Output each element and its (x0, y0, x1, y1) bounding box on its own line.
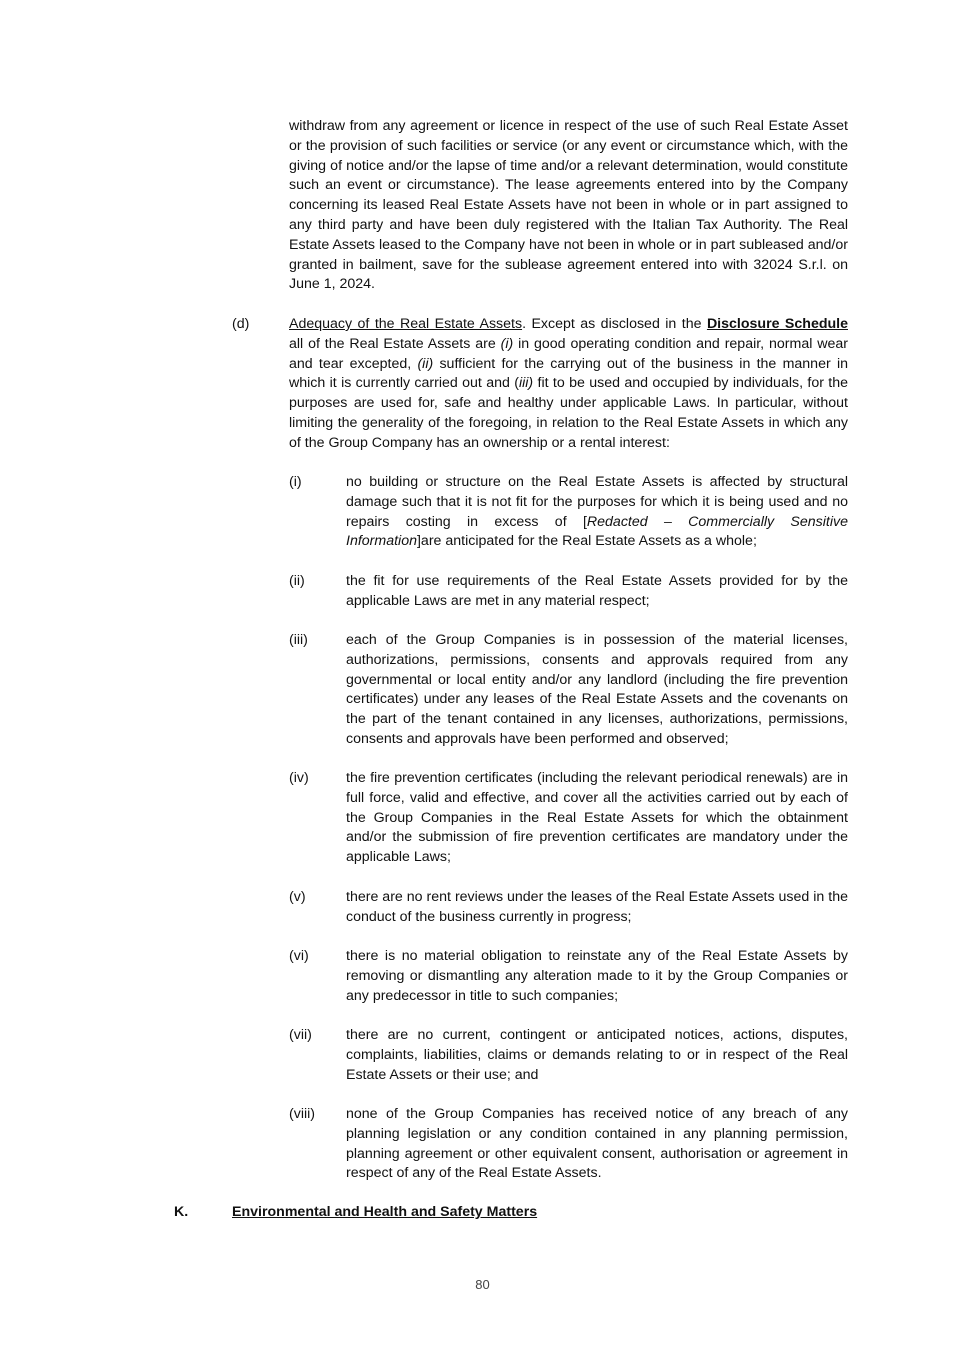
page-number: 80 (475, 1277, 490, 1292)
continuation-paragraph: withdraw from any agreement or licence in respect of the use of such Real Estate Asset or the provision of such facilities or service (or any event or circumstance which, with the giving of notice and/or the lapse of time and/or a relevant determination, would constitute such an event or circumstance). The lease agreements entered into by the Company concerning its leased Real Estate Assets have not been in whole or in part assigned to any third party and have been duly registered with the Italian Tax Authority. The Real Estate Assets leased to the Company have not been in whole or in part subleased and/or granted in bailment, save for the sublease agreement entered into with 32024 S.r.l. on June 1, 2024. (289, 118, 848, 293)
clause-d-text: in good operating condition and repair, normal wear and tear excepted, (289, 335, 848, 372)
item-text: none of the Group Companies has received notice of any breach of any planning legislation or any condition contained in any planning permission, planning agreement or other equivalent consent, authorisation or agreement in respect of any of the Real Estate Assets. (346, 1106, 848, 1182)
item-text (346, 473, 848, 552)
item-number: (ii) (289, 573, 305, 589)
item-number: (iii) (289, 632, 308, 648)
clause-d-marker: iii) (518, 375, 534, 392)
clause-d-paragraph (289, 315, 848, 454)
item-text: each of the Group Companies is in possession of the material licenses, authorizations, permissions, consents and approvals required from any governmental or local entity and/or any landlord (including the fire prevention certificates) under any leases of the Real Estate Assets and the covenants on the part of the tenant contained in any licenses, authorizations, permissions, consents and approvals have been performed and observed; (346, 632, 848, 747)
item-number: (vi) (289, 948, 309, 964)
section-letter: K. (174, 1204, 189, 1220)
item-text: the fit for use requirements of the Real Estate Assets provided for by the applicable Laws are met in any material respect; (346, 573, 848, 609)
item-number: (v) (289, 889, 306, 905)
clause-d-text: fit to be used and occupied by individuals, for the purposes are used for, safe and healthy under applicable Laws. In particular, without limiting the generality of the foregoing, in relation to the Real Estate Assets in which any of the Group Company has an ownership or a rental interest: (289, 375, 849, 451)
item-number: (viii) (289, 1106, 315, 1122)
item-number: (iv) (289, 770, 309, 786)
section-title: Environmental and Health and Safety Matters (232, 1204, 538, 1220)
clause-number-d: (d) (232, 316, 250, 332)
item-text-part: no building or structure on the Real Estate Assets is affected by structural damage such that it is not fit for the purposes for which it is being used and no repairs costing in excess of [ (346, 474, 848, 530)
clause-d-text: . Except as disclosed in the (522, 316, 707, 332)
item-text: there is no material obligation to reinstate any of the Real Estate Assets by removing or dismantling any alteration made to it by the Group Companies or any predecessor in title to such companies; (346, 948, 848, 1004)
item-number: (i) (289, 474, 302, 490)
clause-d-marker: (ii) (417, 355, 434, 372)
item-text: the fire prevention certificates (including the relevant periodical renewals) are in full force, valid and effective, and cover all the activities carried out by each of the Group Companies in the Real Estate Assets for which the obtainment and/or the submission of fire prevention certificates are mandatory under the applicable Laws; (346, 770, 848, 866)
item-text: there are no current, contingent or anticipated notices, actions, disputes, complaints, liabilities, claims or demands relating to or in respect of the Real Estate Assets or their use; and (346, 1027, 848, 1083)
item-text: there are no rent reviews under the leases of the Real Estate Assets used in the conduct of the business currently in progress; (346, 889, 848, 925)
clause-d-text: all of the Real Estate Assets are (289, 335, 501, 352)
clause-d-text: sufficient for the carrying out of the business in the manner in which it is currently carried out and ( (289, 355, 848, 392)
clause-d-heading: Adequacy of the Real Estate Assets (289, 316, 523, 332)
item-number: (vii) (289, 1027, 312, 1043)
disclosure-schedule-ref: Disclosure Schedule (706, 316, 848, 332)
item-text-part: ]are anticipated for the Real Estate Assets as a whole; (416, 533, 757, 550)
clause-d-marker: (i) (500, 335, 514, 352)
redacted-text: Redacted – Commercially Sensitive Information (346, 513, 848, 550)
